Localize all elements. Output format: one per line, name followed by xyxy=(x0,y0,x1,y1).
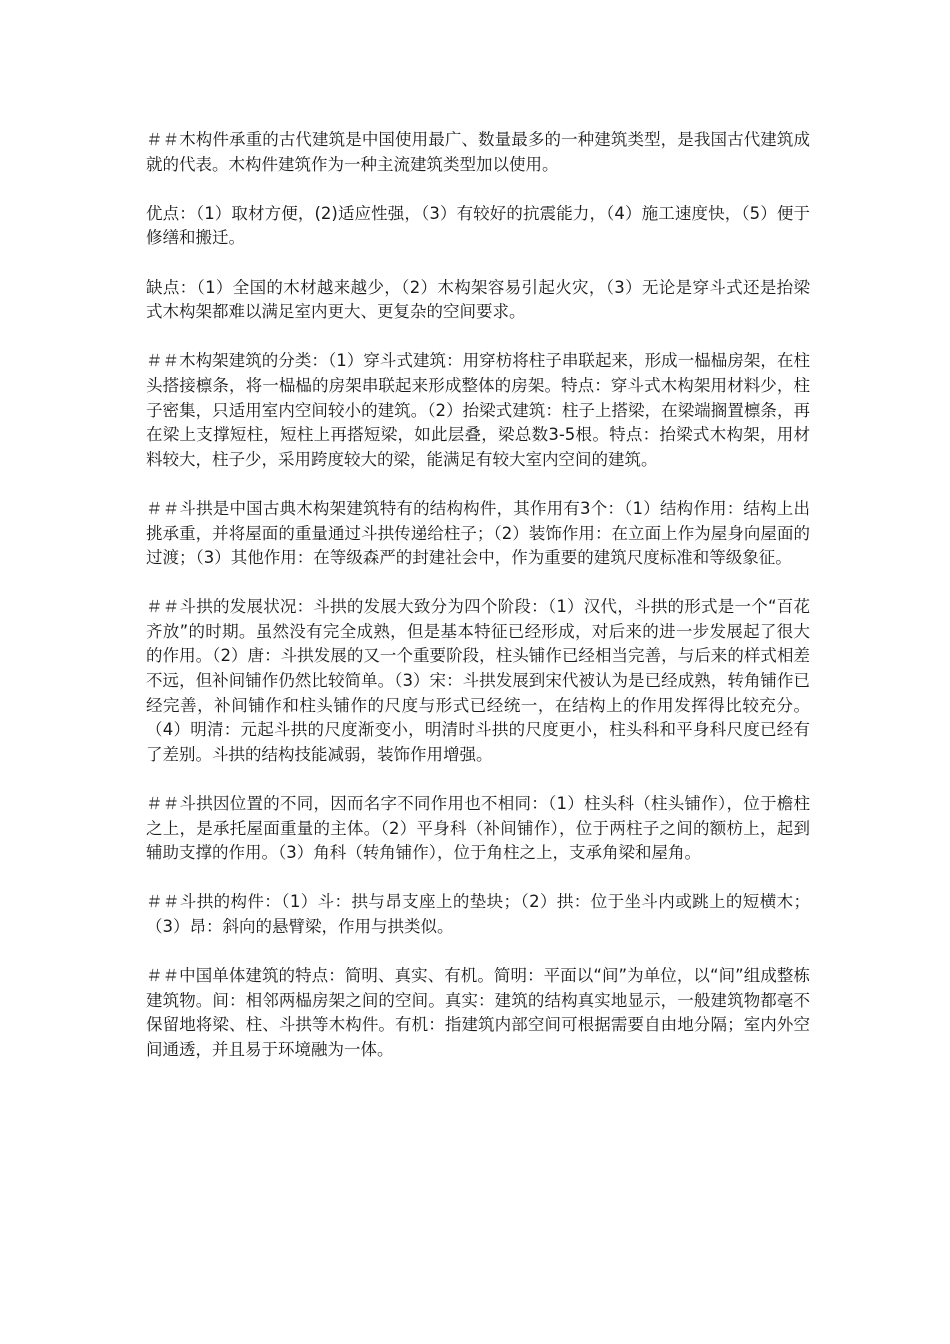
paragraph-dougong-positions: ＃＃斗拱因位置的不同，因而名字不同作用也不相同：（1）柱头科（柱头铺作），位于檐柱之上，是承托屋面重量的主体。（2）平身科（补间铺作），位于两柱子之间的额枋上，起到辅助支撑的作用。（3）角科（转角铺作），位于角柱之上，支承角梁和屋角。 xyxy=(146,794,810,863)
paragraph-dougong-function: ＃＃斗拱是中国古典木构架建筑特有的结构构件，其作用有3个：（1）结构作用：结构上出挑承重，并将屋面的重量通过斗拱传递给柱子；（2）装饰作用：在立面上作为屋身向屋面的过渡；（3）其他作用：在等级森严的封建社会中，作为重要的建筑尺度标准和等级象征。 xyxy=(146,498,810,568)
paragraph-single-building-features: ＃＃中国单体建筑的特点：简明、真实、有机。简明：平面以“间”为单位，以“间”组成整栋建筑物。间：相邻两榀房架之间的空间。真实：建筑的结构真实地显示，一般建筑物都毫不保留地将梁、柱、斗拱等木构件。有机：指建筑内部空间可根据需要自由地分隔；室内外空间通透，并且易于环境融为一体。 xyxy=(146,966,810,1059)
paragraph-disadvantages: 缺点：（1）全国的木材越来越少，（2）木构架容易引起火灾，（3）无论是穿斗式还是抬梁式木构架都难以满足室内更大、更复杂的空间要求。 xyxy=(146,277,810,322)
paragraph-advantages: 优点：（1）取材方便，(2)适应性强，（3）有较好的抗震能力，（4）施工速度快，（5）便于修缮和搬迁。 xyxy=(146,203,810,248)
paragraph-dougong-components: ＃＃斗拱的构件：（1）斗：拱与昂支座上的垫块；（2）拱：位于坐斗内或跳上的短横木；（3）昂：斜向的悬臂梁，作用与拱类似。 xyxy=(146,892,810,936)
paragraph-dougong-development: ＃＃斗拱的发展状况：斗拱的发展大致分为四个阶段：（1）汉代，斗拱的形式是一个“百花齐放”的时期。虽然没有完全成熟，但是基本特征已经形成，对后来的进一步发展起了很大的作用。（2）唐：斗拱发展的又一个重要阶段，柱头铺作已经相当完善，与后来的样式相差不远，但补间铺作仍然比较简单。（3）宋：斗拱发展到宋代被认为是已经成熟，转角铺作已经完善，补间铺作和柱头铺作的尺度与形式已经统一，在结构上的作用发挥得比较充分。（4）明清：元起斗拱的尺度渐变小，明清时斗拱的尺度更小，柱头科和平身科尺度已经有了差别。斗拱的结构技能减弱，装饰作用增强。 xyxy=(146,597,810,764)
paragraph-frame-classification: ＃＃木构架建筑的分类：（1）穿斗式建筑：用穿枋将柱子串联起来，形成一榀榀房架，在柱头搭接檩条，将一榀榀的房架串联起来形成整体的房架。特点：穿斗式木构架用材料少，柱子密集，只适用室内空间较小的建筑。（2）抬梁式建筑：柱子上搭梁，在梁端搁置檩条，再在梁上支撑短柱，短柱上再搭短梁，如此层叠，梁总数3-5根。特点：抬梁式木构架，用材料较大，柱子少，采用跨度较大的梁，能满足有较大室内空间的建筑。 xyxy=(146,351,810,469)
paragraph-wood-structure-intro: ＃＃木构件承重的古代建筑是中国使用最广、数量最多的一种建筑类型，是我国古代建筑成就的代表。木构件建筑作为一种主流建筑类型加以使用。 xyxy=(146,130,810,174)
document-body xyxy=(146,128,810,1087)
